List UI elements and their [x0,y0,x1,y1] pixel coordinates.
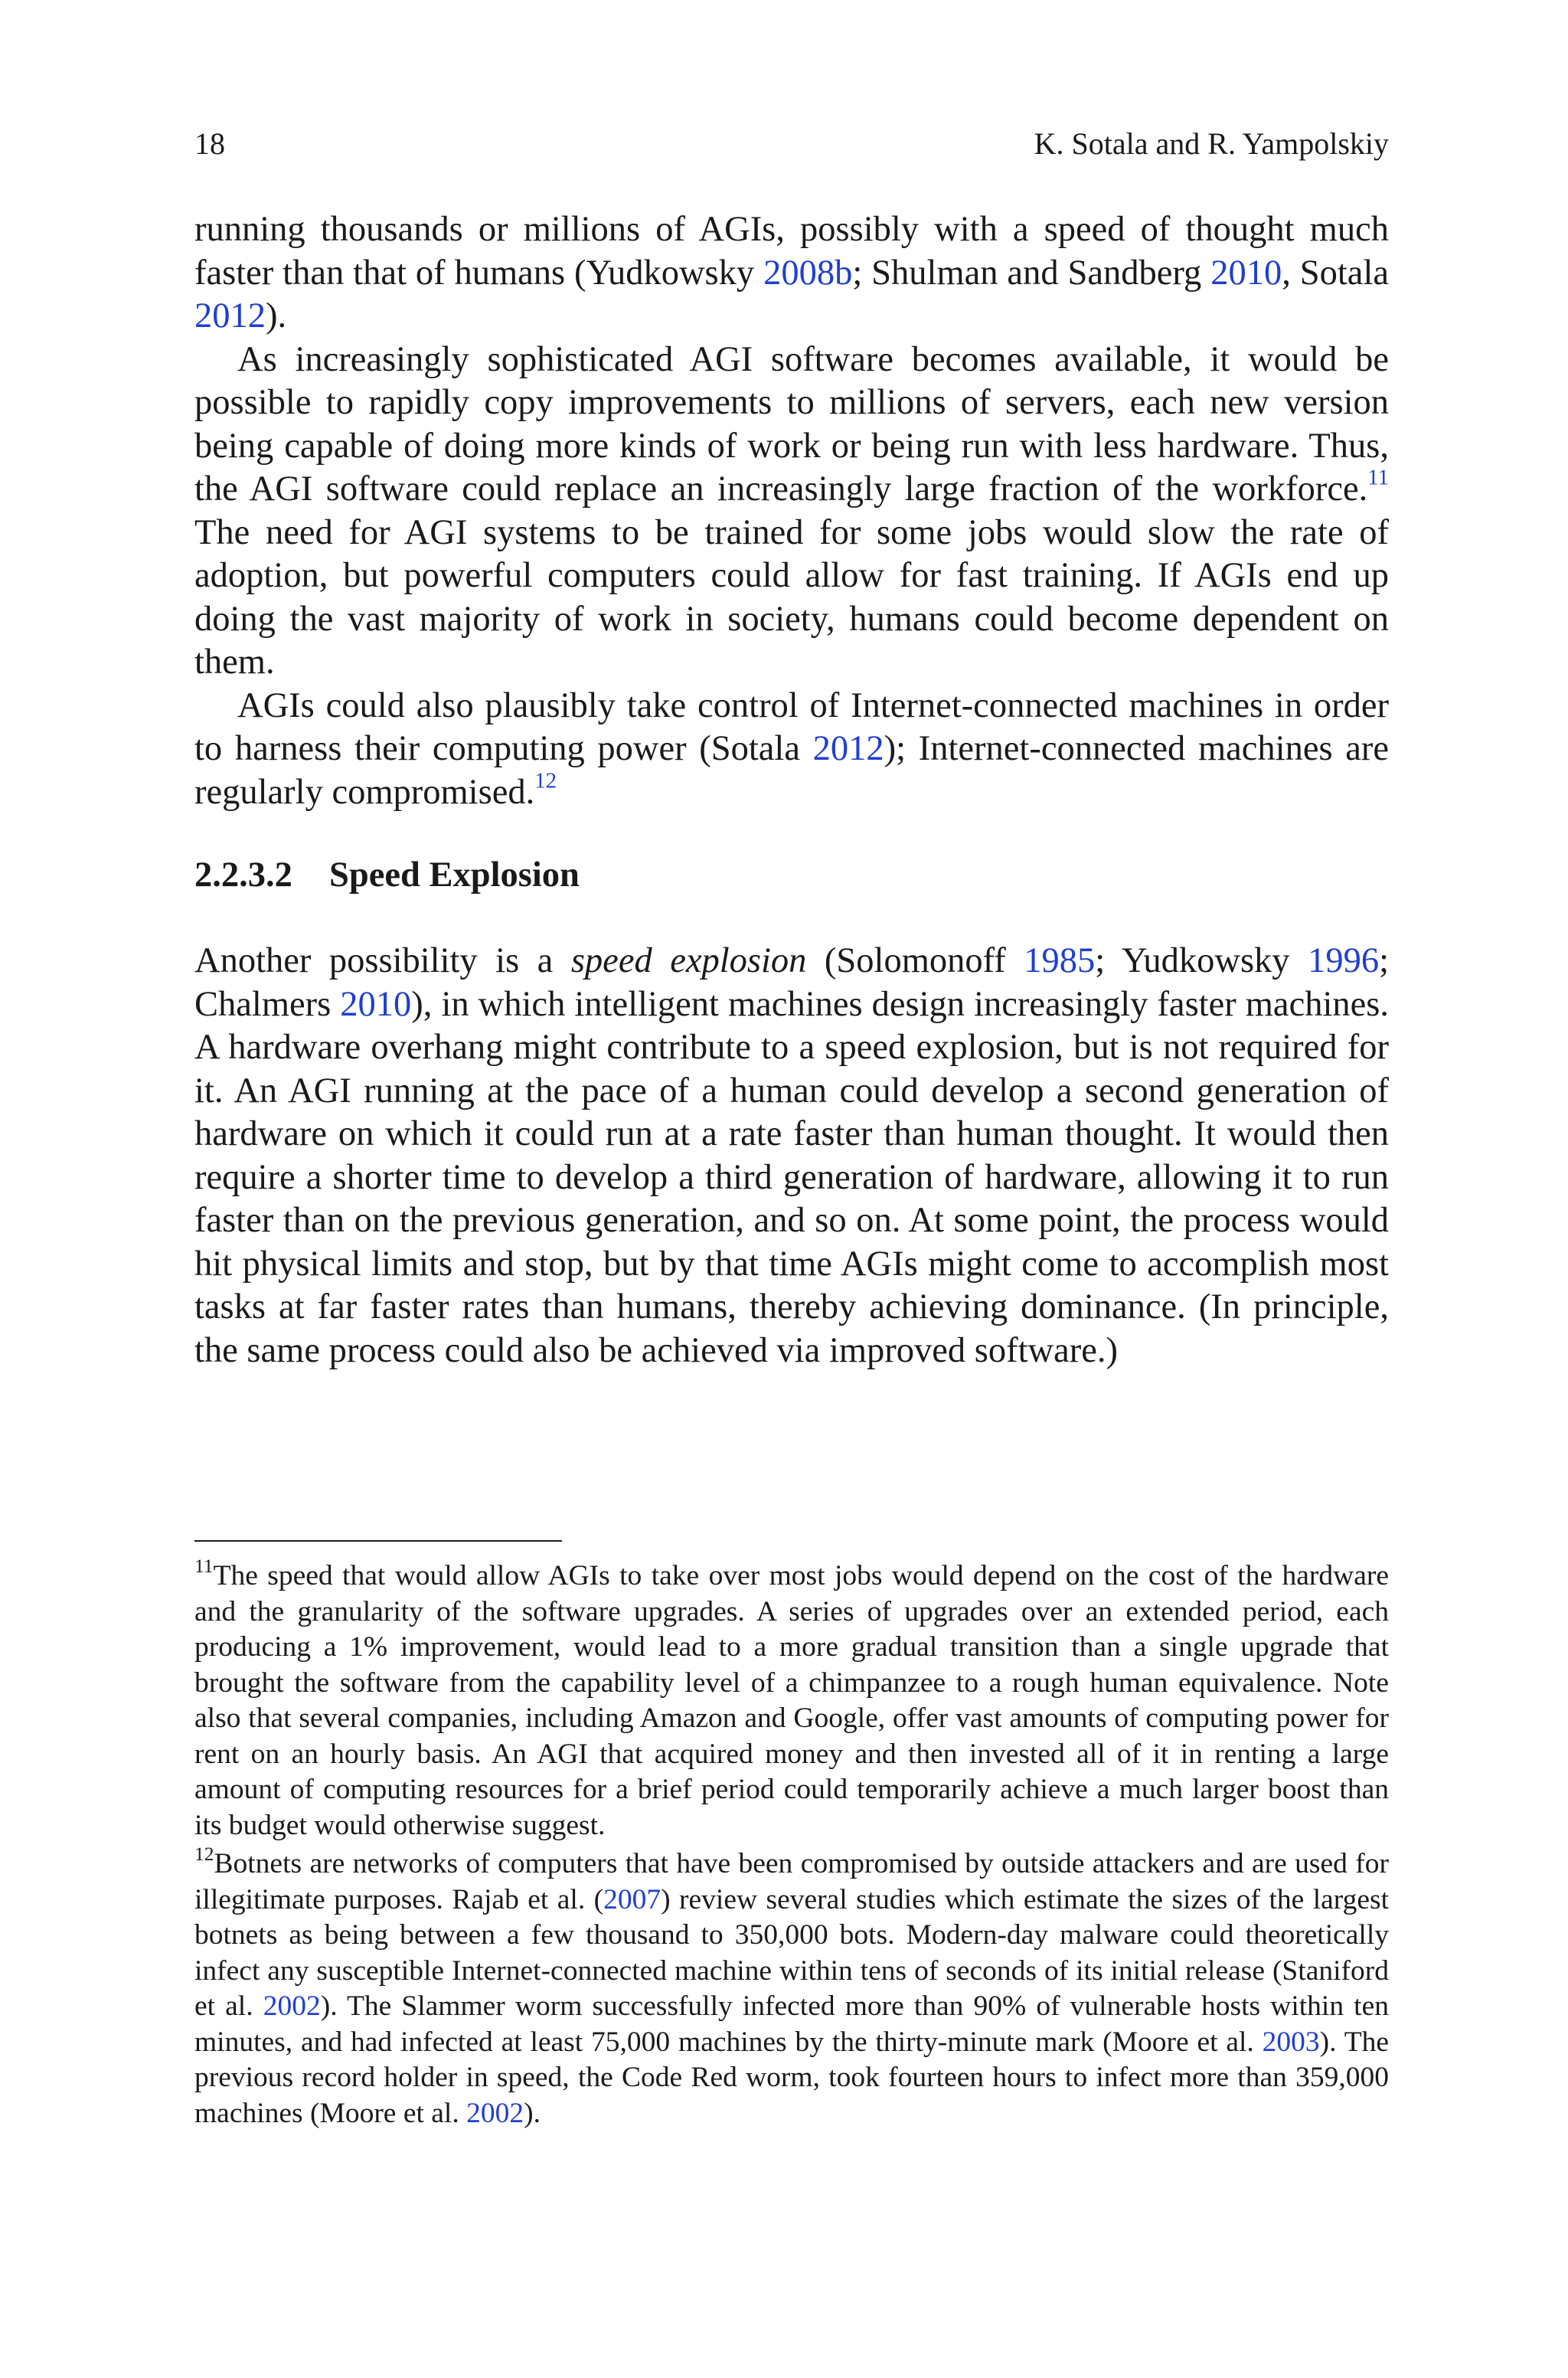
citation-link[interactable]: 1996 [1308,941,1380,980]
citation-link[interactable]: 2003 [1262,2026,1320,2058]
citation-link[interactable]: 2008b [763,253,853,293]
footnote-mark: 11 [194,1555,214,1578]
text-run: ; Chalmers [194,941,1389,1024]
paragraph-internet-machines [194,685,1389,815]
footnote-text: ) review several studies which estimate the sizes of the largest botnets as being between a few thousand to 350,000 bots. Modern-day malware could theoretically infect any susceptible Internet-connected machine within tens of seconds of its initial release (Staniford et al. [194,1883,1389,2022]
text-run: ; Shulman and Sandberg [852,253,1211,293]
paragraph-speed-explosion [194,940,1389,1372]
footnote-mark: 12 [194,1843,214,1866]
footnote-11 [194,1555,1389,1843]
footnote-ref-11[interactable]: 11 [1367,465,1389,490]
citation-link[interactable]: 2012 [812,729,884,768]
text-run: Another possibility is a [194,941,571,980]
text-run: ). [266,296,287,335]
page-header [194,125,1389,163]
text-run: The need for AGI systems to be trained for some jobs would slow the rate of adoption, but powerful computers could allow for fast training. If AGIs end up doing the vast majority of work in society, humans could become dependent on them. [194,512,1389,682]
footnote-text: ). [524,2097,541,2129]
text-run: As increasingly sophisticated AGI software becomes available, it would be possible to rapidly copy improvements to millions of servers, each new version being capable of doing more kinds of work or being run with less hardware. Thus, the AGI software could replace an increasingly large fraction of the workforce. [194,339,1389,509]
running-head: K. Sotala and R. Yampolskiy [1034,126,1389,161]
footnote-12 [194,1843,1389,2131]
citation-link[interactable]: 1985 [1024,941,1096,980]
paragraph-continuation [194,208,1389,339]
section-heading [194,854,1389,897]
emphasis-term: speed explosion [570,941,807,980]
body-block-1 [194,208,1389,814]
citation-link[interactable]: 2002 [263,1990,321,2022]
text-run: AGIs could also plausibly take control of Internet-connected machines in order to harness their computing power (Sotala [194,685,1389,768]
footnote-text: ). The previous record holder in speed, the Code Red worm, took fourteen hours to infect more than 359,000 machines (Moore et al. [194,2026,1389,2129]
text-run: ); Internet-connected machines are regularly compromised. [194,729,1389,812]
footnote-text: The speed that would allow AGIs to take over most jobs would depend on the cost of the hardware and the granularity of the software upgrades. A series of upgrades over an extended period, each producing a 1% improvement, would lead to a more gradual transition than a single upgrade that brought the software from the capability level of a chimpanzee to a rough human equivalence. Note also that several companies, including Amazon and Google, offer vast amounts of computing power for rent on an hourly basis. An AGI that acquired money and then invested all of it in renting a large amount of computing resources for a brief period could temporarily achieve a much larger boost than its budget would otherwise suggest. [194,1560,1389,1841]
section-title: Speed Explosion [329,855,580,895]
citation-link[interactable]: 2010 [340,984,412,1024]
citation-link[interactable]: 2010 [1210,253,1282,293]
paragraph-agi-software [194,339,1389,685]
footnote-text: Botnets are networks of computers that have been compromised by outside attackers and are used for illegitimate purposes. Rajab et al. ( [194,1848,1389,1915]
text-run: running thousands or millions of AGIs, possibly with a speed of thought much faster than that of humans (Yudkowsky [194,210,1389,293]
section-number: 2.2.3.2 [194,855,292,895]
text-run: ; Yudkowsky [1095,941,1308,980]
text-run: (Solomonoff [806,941,1024,980]
citation-link[interactable]: 2002 [466,2097,524,2129]
footnote-text: ). The Slammer worm successfully infected more than 90% of vulnerable hosts within ten minutes, and had infected at least 75,000 machines by the thirty-minute mark (Moore et al. [194,1990,1389,2058]
text-run: , Sotala [1282,253,1389,293]
page-number: 18 [194,126,225,161]
footnote-ref-12[interactable]: 12 [534,767,557,793]
footnote-divider [194,1540,562,1542]
footnotes [194,1555,1389,2134]
citation-link[interactable]: 2012 [194,296,266,335]
text-run: ), in which intelligent machines design increasingly faster machines. A hardware overhang might contribute to a speed explosion, but is not required for it. An AGI running at the pace of a human could develop a second generation of hardware on which it could run at a rate faster than human thought. It would then require a shorter time to develop a third generation of hardware, allowing it to run faster than on the previous generation, and so on. At some point, the process would hit physical limits and stop, but by that time AGIs might come to accomplish most tasks at far faster rates than humans, thereby achieving dominance. (In principle, the same process could also be achieved via improved software.) [194,984,1389,1370]
body-block-2 [194,940,1389,1372]
citation-link[interactable]: 2007 [603,1883,662,1915]
